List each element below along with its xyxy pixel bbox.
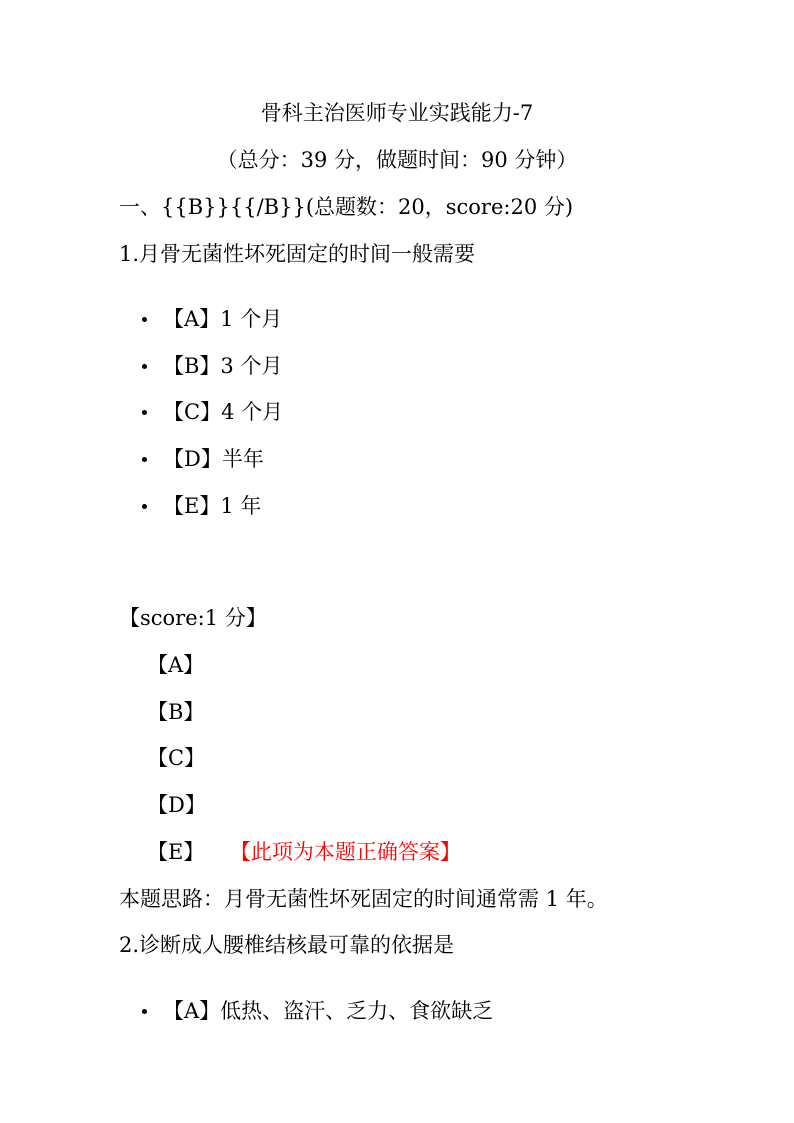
answer-a: 【A】 [147, 653, 205, 677]
bullet-icon [142, 317, 147, 322]
question-1-option-a [142, 305, 282, 333]
option-label: 【E】1 年 [163, 494, 262, 518]
question-1-score: 【score:1 分】 [119, 606, 267, 630]
answer-e-label: 【E】 [147, 840, 205, 864]
question-1-option-c [142, 398, 283, 426]
bullet-icon [142, 410, 147, 415]
bullet-icon [142, 457, 147, 462]
question-2-stem: 2.诊断成人腰椎结核最可靠的依据是 [119, 933, 455, 957]
option-label: 【A】低热、盗汗、乏力、食欲缺乏 [163, 999, 494, 1023]
answer-e [147, 838, 461, 866]
option-label: 【C】4 个月 [163, 400, 284, 424]
question-1-option-b [142, 352, 282, 380]
answer-d: 【D】 [147, 793, 206, 817]
question-1-option-e [142, 492, 261, 520]
answer-c: 【C】 [147, 746, 206, 770]
bullet-icon [142, 1009, 147, 1014]
question-1-explanation: 本题思路：月骨无菌性坏死固定的时间通常需 1 年。 [119, 887, 608, 911]
option-label: 【D】半年 [163, 447, 264, 471]
option-label: 【B】3 个月 [163, 354, 283, 378]
question-1-option-d [142, 445, 264, 473]
document-title: 骨科主治医师专业实践能力-7 [260, 101, 534, 125]
section-heading: 一、{{B}}{{/B}}(总题数：20，score:20 分) [119, 195, 574, 219]
answer-b: 【B】 [147, 700, 205, 724]
question-2-option-a [142, 997, 493, 1025]
option-label: 【A】1 个月 [163, 307, 283, 331]
bullet-icon [142, 364, 147, 369]
question-1-stem: 1.月骨无菌性坏死固定的时间一般需要 [119, 242, 476, 266]
document-subtitle: （总分：39 分，做题时间：90 分钟） [216, 148, 578, 172]
bullet-icon [142, 504, 147, 509]
correct-answer-note: 【此项为本题正确答案】 [240, 840, 461, 864]
